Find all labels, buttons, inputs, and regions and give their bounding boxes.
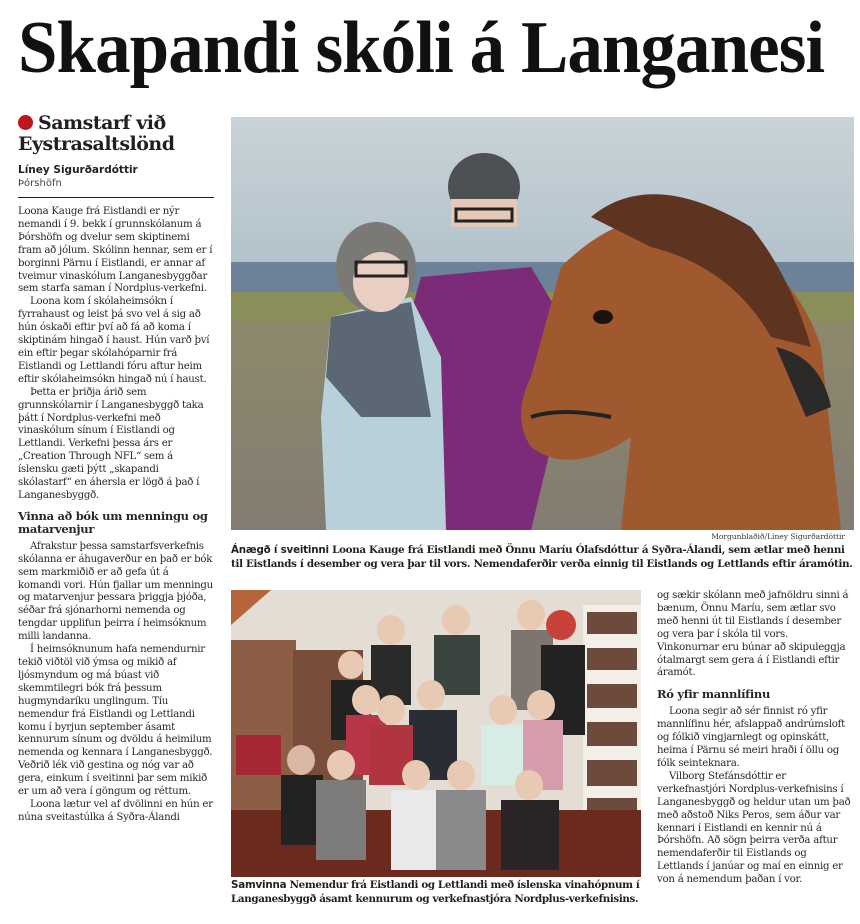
section-heading: Ró yfir mannlífinu — [657, 687, 771, 702]
caption-lead: Samvinna — [231, 879, 287, 891]
paragraph: Í heimsóknunum hafa nemendurnir tekið viðtöl við ýmsa og mikið af ljósmyndum og má búast við skemmtilegri bók frá þessum hugmyndaríku unglingum. Tíu nemendur frá Eistlandi og Lettlandi komu í byrjun september ásamt kennurum sínum og dvöldu á heimilum nemenda og kennara í Langanesbyggð. Veðrið lék við gestina og nóg var að gera, einkum í sveitinni þar sem mikið er um að vera í göngum og réttum. — [18, 644, 213, 798]
paragraph: Þetta er þriðja árið sem grunnskólarnir í Langanesbyggð taka þátt í Nordplus-verkefni með vinaskólum sínum í Eistlandi og Lettlandi. Verkefni þessa árs er „Creation Through NFL“ sem á íslensku gæti þýtt „skapandi skólastarf“ en áhersla er lögð á það í Langanesbyggð. — [18, 386, 204, 501]
paragraph: Vilborg Stefánsdóttir er verkefnastjóri Nordplus-verkefnisins í Langanesbyggð og heldur utan um það með aðstoð Niks Peros, sem áður var kennari í Eistlandi en kennir nú á Þórshöfn. Að sögn þeirra verða aftur nemendaferðir til Eistlands og Lettlands í janúar og maí en einnig er von á nemendum þaðan í vor. — [657, 770, 851, 886]
article-headline: Skapandi skóli á Langanesi — [18, 7, 825, 89]
photo-girls-with-horse — [231, 117, 854, 530]
subhead-text: Samstarf við Eystrasaltslönd — [18, 112, 175, 155]
photo-caption — [231, 878, 651, 906]
paragraph: Afrakstur þessa samstarfsverkefnis skólanna er áhugaverður en það er bók sem markmiðið er að gefa út á komandi vori. Hún fjallar um menningu og matarvenjur þessara þriggja þjóða, séðar frá sjónarhorni nemenda og tengdar upplifun þeirra í heimsóknum milli landanna. — [18, 540, 213, 643]
photo-credit: Morgunblaðið/Líney Sigurðardóttir — [711, 532, 845, 541]
caption-text: Nemendur frá Eistlandi og Lettlandi með íslenska vinahópnum í Langanesbyggð ásamt kennurum og verkefnastjóra Nordplus-verkefnisins. — [231, 879, 640, 905]
caption-lead: Ánægð í sveitinni — [231, 544, 329, 556]
subhead — [18, 113, 214, 155]
paragraph: Loona lætur vel af dvölinni en hún er núna sveitastúlka á Syðra-Álandi — [18, 798, 213, 823]
section-heading: Vinna að bók um menningu og matarvenjur — [18, 508, 208, 536]
horse-photo-illustration — [231, 117, 854, 530]
right-body — [657, 590, 853, 887]
left-body — [18, 206, 214, 825]
paragraph: Loona Kauge frá Eistlandi er nýr nemandi í 9. bekk í grunnskólanum á Þórshöfn og dvelur sem skiptinemi fram að jólum. Skólinn hennar, sem er í borginni Pärnu í Eistlandi, er annar af tveimur vinaskólum Langanesbyggðar sem starfa saman í Nordplus-verkefni. — [18, 206, 213, 295]
byline-divider — [18, 197, 214, 198]
left-column — [18, 113, 214, 825]
paragraph: Loona segir að sér finnist ró yfir mannlífinu hér, afslappað andrúmsloft og fólkið vingjarnlegt og opinskátt, heima í Pärnu sé meiri hraði í öllu og fólk seinteknara. — [657, 706, 845, 769]
photo-group-library — [231, 590, 641, 877]
paragraph: og sækir skólann með jafnöldru sinni á bænum, Önnu Maríu, sem ætlar svo með henni út til Eistlands í desember og vera þar í skóla til vors. Vinkonurnar eru búnar að skipuleggja ótalmargt sem gera á í Eistlandi eftir áramót. — [657, 590, 849, 679]
group-photo-illustration — [231, 590, 641, 877]
paragraph: Loona kom í skólaheimsókn í fyrrahaust og leist þá svo vel á sig að hún óskaði eftir því að fá að koma í skiptinám hingað í haust. Hún varð því ein eftir þegar skólahóparnir frá Eistlandi og Lettlandi fóru aftur heim eftir skólaheimsókn hingað nú í haust. — [18, 296, 210, 385]
byline: Líney Sigurðardóttir — [18, 164, 138, 176]
red-bullet-icon — [18, 115, 33, 130]
caption-text: Loona Kauge frá Eistlandi með Önnu Maríu Ólafsdóttur á Syðra-Álandi, sem ætlar með henni til Eistlands í desember og vera þar til vors. Nemendaferðir verða einnig til Eistlands og Lettlands eftir áramótin. — [231, 544, 853, 570]
right-column — [657, 590, 853, 887]
photo-caption — [231, 543, 856, 571]
dateline: Þórshöfn — [18, 178, 62, 189]
